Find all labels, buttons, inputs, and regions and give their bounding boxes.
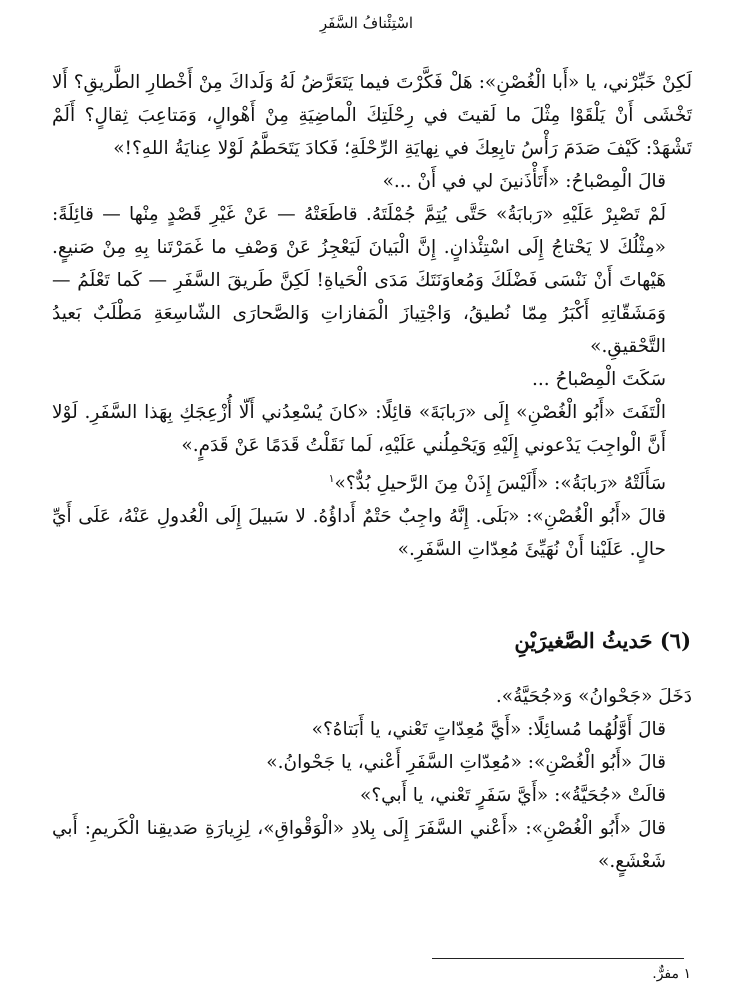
footnote-reference: ١ [328,472,335,485]
paragraph: قالَ أَوَّلُهُما مُسائِلًا: «أَيَّ مُعِدّاتٍ تَعْني، يا أَبَتاهُ؟» [311,719,666,740]
running-header: اسْتِئْنافُ السَّفَرِ [319,14,414,32]
paragraph: الْتَفَتَ «أَبُو الْغُصْنِ» إِلَى «رَبابَةَ» قائِلًا: «كانَ يُسْعِدُني أَلّا أُزْعِجَكِ بِهَذا السَّفَرِ. لَوْلا أَنَّ الْواجِبَ يَدْعوني إِلَيْهِ وَيَحْمِلُني عَلَيْهِ، لَما نَقَلْتُ قَدَمًا عَنْ قَدَمٍ.» [52,402,666,456]
paragraph: قالَ «أَبُو الْغُصْنِ»: «أَعْني السَّفَرَ إِلَى بِلادِ «الْوَقْواقِ»، لِزِيارَةِ صَديقِنا الْكَريمِ: أَبي شَعْشَعٍ.» [52,818,666,872]
paragraph-with-footnote [52,462,692,500]
paragraph-text: سَأَلَتْهُ «رَبابَةُ»: «أَلَيْسَ إِذَنْ مِنَ الرَّحيلِ بُدٌّ؟» [334,473,666,495]
footnote: ١ مفرٌّ. [652,966,691,982]
paragraph: قالَ «أَبُو الْغُصْنِ»: «بَلَى. إِنَّهُ واجِبٌ حَتْمٌ أَداؤُهُ. لا سَبيلَ إِلَى الْعُدولِ عَنْهُ، عَلَى أَيِّ حالٍ. عَلَيْنا أَنْ نُهَيِّئَ مُعِدّاتِ السَّفَرِ.» [52,506,666,561]
paragraph: لَمْ تَصْبِرْ عَلَيْهِ «رَبابَةُ» حَتَّى يُتِمَّ جُمْلَتَهُ. قاطَعَتْهُ — عَنْ غَيْرِ قَصْدٍ مِنْها — قائِلَةً: «مِثْلُكَ لا يَحْتاجُ إِلَى اسْتِئْذانٍ. إِنَّ الْبَيانَ لَيَعْجِزُ عَنْ وَصْفِ ما غَمَرْتَنا بِهِ مِنْ صَنيعٍ. هَيْهاتَ أَنْ نَنْسَى فَضْلَكَ وَمُعاوَنَتَكَ مَدَى الْحَياةِ! لَكِنَّ طَريقَ السَّفَرِ — كَما تَعْلَمُ — وَمَشَقّاتِهِ أَكْبَرُ مِمّا نُطيقُ، وَاجْتِيازَ الْمَفازاتِ وَالصَّحارَى الشّاسِعَةِ مَطْلَبٌ بَعيدُ التَّحْقيقِ.» [52,204,666,357]
section-heading: (٦) حَديثُ الصَّغيرَيْنِ [514,628,691,653]
body-text-block [52,66,692,566]
paragraph: لَكِنْ خَبِّرْني، يا «أَبا الْغُصْنِ»: هَلْ فَكَّرْتَ فيما يَتَعَرَّضُ لَهُ وَلَداكَ مِنْ أَخْطارِ الطَّريقِ؟ أَلا تَخْشَى أَنْ يَلْقَوْا مِثْلَ ما لَقيتَ في رِحْلَتِكَ الْماضِيَةِ مِنْ أَهْوالٍ، وَمَتاعِبَ ثِقالٍ؟ أَلَمْ تَشْهَدْ: كَيْفَ صَدَمَ رَأْسُ تابِعِكَ في نِهايَةِ الرِّحْلَةِ؛ فَكادَ يَتَحَطَّمُ لَوْلا عِنايَةُ اللهِ؟!» [52,72,692,159]
paragraph: سَكَتَ الْمِصْباحُ ... [532,369,666,390]
paragraph: قالَ «أَبُو الْغُصْنِ»: «مُعِدّاتِ السَّفَرِ أَعْني، يا جَحْوانُ.» [266,752,666,773]
paragraph: دَخَلَ «جَحْوانُ» وَ«جُحَيَّةُ». [495,686,692,707]
paragraph: قالَ الْمِصْباحُ: «أَتَأْذَنينَ لي في أَنْ ...» [382,171,666,192]
footnote-separator [432,958,684,959]
body-text-block-2 [52,680,692,878]
paragraph: قالَتْ «جُحَيَّةُ»: «أَيَّ سَفَرٍ تَعْني، يا أَبي؟» [360,785,666,806]
